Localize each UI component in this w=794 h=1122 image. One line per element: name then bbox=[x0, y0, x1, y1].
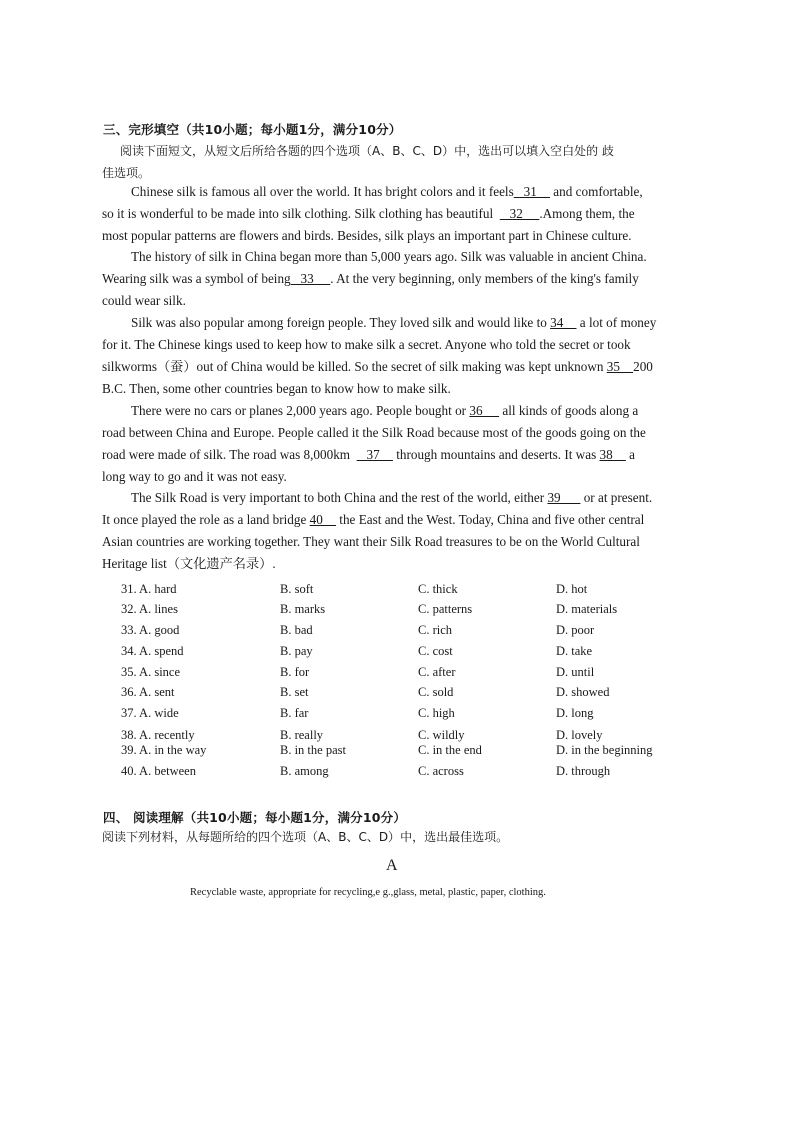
option-q35-a: 35. A. since bbox=[121, 665, 181, 679]
passage-line: silkworms（蚕）out of China would be killed. So the secret of silk making was kept unknown 35 200 bbox=[102, 359, 653, 374]
section-3-title: 三、完形填空（共10小题；每小题1分，满分10分） bbox=[103, 122, 402, 137]
blank-39: 39 bbox=[547, 490, 581, 505]
passage-line: most popular patterns are flowers and birds. Besides, silk plays an important part in Chinese culture. bbox=[102, 228, 632, 243]
passage-line: B.C. Then, some other countries began to know how to make silk. bbox=[102, 381, 451, 396]
passage-line: Silk was also popular among foreign people. They loved silk and would like to 34 a lot of money bbox=[131, 315, 657, 330]
option-q37-b: B. far bbox=[280, 706, 309, 720]
passage-line: Chinese silk is famous all over the world. It has bright colors and it feels 31 and comfortable, bbox=[131, 184, 643, 199]
passage-line: It once played the role as a land bridge 40 the East and the West. Today, China and five other central bbox=[102, 512, 645, 527]
option-q33-d: D. poor bbox=[556, 623, 595, 637]
option-q34-d: D. take bbox=[556, 644, 593, 658]
option-q40-d: D. through bbox=[556, 764, 611, 778]
blank-34: 34 bbox=[550, 315, 577, 330]
option-q35-d: D. until bbox=[556, 665, 595, 679]
option-q31-b: B. soft bbox=[280, 582, 314, 596]
option-q40-b: B. among bbox=[280, 764, 329, 778]
section-3-instruction-line1: 阅读下面短文，从短文后所给各题的四个选项（A、B、C、D）中，选出可以填入空白处的 歧 bbox=[120, 144, 614, 158]
option-q32-d: D. materials bbox=[556, 602, 618, 616]
option-q35-c: C. after bbox=[418, 665, 456, 679]
option-q33-a: 33. A. good bbox=[121, 623, 180, 637]
passage-line: There were no cars or planes 2,000 years ago. People bought or 36 all kinds of goods along a bbox=[131, 403, 639, 418]
section-3-instruction-line2: 佳选项。 bbox=[102, 166, 151, 180]
option-q31-a: 31. A. hard bbox=[121, 582, 177, 596]
option-q37-d: D. long bbox=[556, 706, 594, 720]
option-q37-a: 37. A. wide bbox=[121, 706, 179, 720]
passage-line: so it is wonderful to be made into silk clothing. Silk clothing has beautiful 32 .Among them, the bbox=[102, 206, 635, 221]
passage-line: long way to go and it was not easy. bbox=[102, 469, 287, 484]
option-q39-d: D. in the beginning bbox=[556, 743, 653, 757]
option-q37-c: C. high bbox=[418, 706, 455, 720]
option-q34-a: 34. A. spend bbox=[121, 644, 184, 658]
passage-line: Asian countries are working together. They want their Silk Road treasures to be on the World Cultural bbox=[102, 534, 640, 549]
option-q39-a: 39. A. in the way bbox=[121, 743, 207, 757]
option-q31-d: D. hot bbox=[556, 582, 588, 596]
option-q38-c: C. wildly bbox=[418, 728, 465, 742]
option-q34-c: C. cost bbox=[418, 644, 453, 658]
passage-line: Heritage list（文化遗产名录）. bbox=[102, 556, 276, 571]
option-q38-d: D. lovely bbox=[556, 728, 603, 742]
option-q31-c: C. thick bbox=[418, 582, 458, 596]
option-q34-b: B. pay bbox=[280, 644, 313, 658]
blank-38: 38 bbox=[599, 447, 626, 462]
blank-33: 33 bbox=[290, 271, 331, 286]
option-q36-d: D. showed bbox=[556, 685, 610, 699]
option-q33-c: C. rich bbox=[418, 623, 453, 637]
passage-line: road were made of silk. The road was 8,000km 37 through mountains and deserts. It was 38 a bbox=[102, 447, 636, 462]
option-q33-b: B. bad bbox=[280, 623, 313, 637]
option-q40-c: C. across bbox=[418, 764, 464, 778]
blank-36: 36 bbox=[469, 403, 500, 418]
blank-31: 31 bbox=[513, 184, 550, 199]
blank-35: 35 bbox=[606, 359, 634, 374]
blank-37: 37 bbox=[356, 447, 393, 462]
passage-caption: Recyclable waste, appropriate for recycling,e g.,glass, metal, plastic, paper, clothing. bbox=[190, 887, 546, 898]
passage-letter: A bbox=[386, 857, 398, 874]
passage-line: The Silk Road is very important to both China and the rest of the world, either 39 or at present. bbox=[131, 490, 653, 505]
option-q32-b: B. marks bbox=[280, 602, 326, 616]
section-4-instruction: 阅读下列材料，从每题所给的四个选项（A、B、C、D）中，选出最佳选项。 bbox=[102, 830, 509, 844]
option-q36-a: 36. A. sent bbox=[121, 685, 175, 699]
option-q40-a: 40. A. between bbox=[121, 764, 196, 778]
passage-line: The history of silk in China began more than 5,000 years ago. Silk was valuable in ancient China. bbox=[131, 249, 647, 264]
option-q38-a: 38. A. recently bbox=[121, 728, 195, 742]
option-q32-a: 32. A. lines bbox=[121, 602, 178, 616]
option-q36-b: B. set bbox=[280, 685, 309, 699]
blank-40: 40 bbox=[309, 512, 336, 527]
option-q38-b: B. really bbox=[280, 728, 324, 742]
option-q39-b: B. in the past bbox=[280, 743, 346, 757]
option-q36-c: C. sold bbox=[418, 685, 454, 699]
option-q35-b: B. for bbox=[280, 665, 310, 679]
passage-line: could wear silk. bbox=[102, 293, 186, 308]
blank-32: 32 bbox=[499, 206, 540, 221]
passage-line: for it. The Chinese kings used to keep how to make silk a secret. Anyone who told the secret or took bbox=[102, 337, 631, 352]
passage-line: Wearing silk was a symbol of being 33 . At the very beginning, only members of the king's family bbox=[102, 271, 639, 286]
option-q32-c: C. patterns bbox=[418, 602, 473, 616]
option-q39-c: C. in the end bbox=[418, 743, 482, 757]
passage-line: road between China and Europe. People called it the Silk Road because most of the goods going on the bbox=[102, 425, 646, 440]
section-4-title: 四、 阅读理解（共10小题；每小题1分，满分10分） bbox=[103, 810, 407, 825]
